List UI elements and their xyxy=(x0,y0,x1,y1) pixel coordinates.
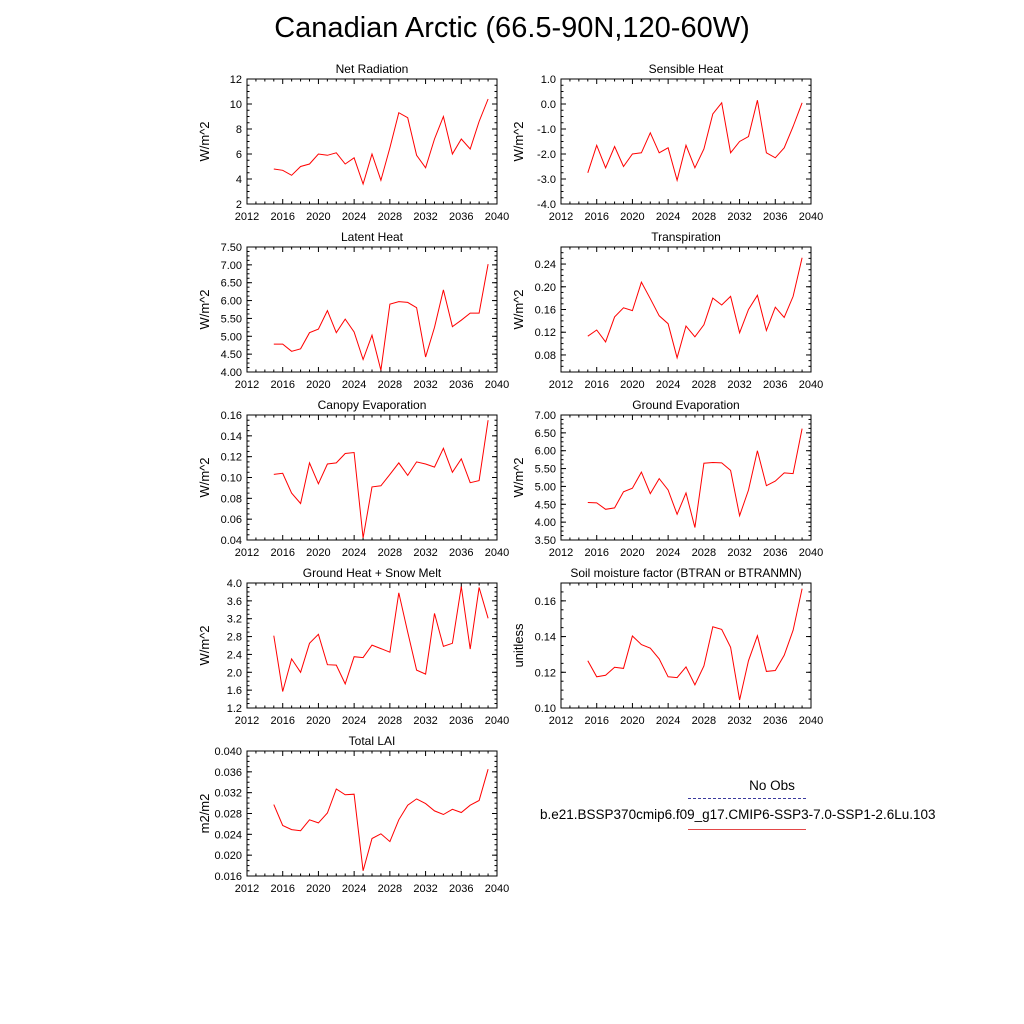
page-title: Canadian Arctic (66.5-90N,120-60W) xyxy=(274,12,750,44)
x-tick-label: 2016 xyxy=(270,547,295,559)
y-tick-label: 6.50 xyxy=(534,427,556,440)
y-tick-label: 0.020 xyxy=(214,850,242,863)
y-tick-label: -1.0 xyxy=(537,124,556,136)
panel-title: Ground Heat + Snow Melt xyxy=(302,566,442,580)
x-tick-label: 2024 xyxy=(655,379,681,391)
y-tick-label: 5.00 xyxy=(220,331,242,344)
x-tick-label: 2028 xyxy=(377,211,403,223)
x-tick-label: 2024 xyxy=(341,547,367,559)
x-tick-label: 2028 xyxy=(377,715,403,727)
x-tick-label: 2032 xyxy=(413,547,438,559)
x-tick-label: 2020 xyxy=(306,379,331,391)
panel-title: Soil moisture factor (BTRAN or BTRANMN) xyxy=(570,566,802,580)
x-tick-label: 2040 xyxy=(798,211,824,223)
y-tick-label: 5.50 xyxy=(534,463,556,476)
y-tick-label: 5.50 xyxy=(220,313,242,326)
x-tick-label: 2040 xyxy=(798,379,824,391)
x-tick-label: 2020 xyxy=(620,379,645,391)
chart-panel-1 xyxy=(197,62,509,223)
x-tick-label: 2028 xyxy=(691,379,717,391)
x-tick-label: 2024 xyxy=(655,547,681,559)
x-tick-label: 2024 xyxy=(341,211,367,223)
y-tick-label: 0.14 xyxy=(220,430,242,443)
y-tick-label: 0.08 xyxy=(220,493,242,506)
chart-panel-9 xyxy=(197,734,509,895)
x-tick-label: 2020 xyxy=(306,883,331,895)
x-tick-label: 2020 xyxy=(306,715,331,727)
x-tick-label: 2020 xyxy=(620,547,645,559)
y-tick-label: 0.24 xyxy=(534,259,556,272)
y-tick-label: 0.024 xyxy=(214,829,242,842)
x-tick-label: 2040 xyxy=(484,379,510,391)
y-tick-label: -4.0 xyxy=(537,199,556,211)
x-tick-label: 2020 xyxy=(620,715,645,727)
x-tick-label: 2012 xyxy=(548,547,574,559)
x-tick-label: 2036 xyxy=(763,211,788,223)
chart-panel-2 xyxy=(511,62,823,223)
x-tick-label: 2012 xyxy=(234,379,260,391)
x-tick-label: 2032 xyxy=(413,715,438,727)
y-tick-label: 3.2 xyxy=(226,613,242,626)
y-tick-label: 2 xyxy=(235,199,242,211)
x-tick-label: 2028 xyxy=(377,379,403,391)
series-line-1 xyxy=(588,100,802,180)
plot-frame xyxy=(561,247,811,372)
x-tick-label: 2040 xyxy=(798,715,824,727)
y-axis-label: unitless xyxy=(511,623,526,668)
x-tick-label: 2016 xyxy=(584,211,609,223)
series-line-1 xyxy=(588,589,802,700)
y-tick-label: 0.032 xyxy=(214,787,242,800)
x-tick-label: 2028 xyxy=(691,547,717,559)
y-tick-label: 0.036 xyxy=(214,766,242,779)
y-tick-label: 0.040 xyxy=(214,746,242,758)
legend-obs-line xyxy=(688,798,806,799)
x-tick-label: 2032 xyxy=(727,715,752,727)
y-tick-label: 6.00 xyxy=(534,445,556,458)
y-tick-label: 4.00 xyxy=(220,367,242,379)
series-line-1 xyxy=(274,420,488,538)
y-tick-label: 0.028 xyxy=(214,808,242,821)
y-tick-label: 7.00 xyxy=(534,410,556,422)
x-tick-label: 2040 xyxy=(484,211,510,223)
y-tick-label: 0.12 xyxy=(534,667,556,680)
y-tick-label: 2.4 xyxy=(226,649,242,662)
x-tick-label: 2020 xyxy=(306,547,331,559)
y-tick-label: -3.0 xyxy=(537,174,556,186)
y-tick-label: 0.06 xyxy=(220,514,242,527)
plot-frame xyxy=(247,751,497,876)
panel-title: Sensible Heat xyxy=(648,62,724,76)
plot-frame xyxy=(561,583,811,708)
x-tick-label: 2016 xyxy=(270,211,295,223)
y-axis-label: W/m^2 xyxy=(197,121,212,162)
panel-title: Total LAI xyxy=(348,734,396,748)
panel-title: Ground Evaporation xyxy=(632,398,740,412)
y-tick-label: 12 xyxy=(229,74,242,86)
x-tick-label: 2024 xyxy=(655,211,681,223)
y-tick-label: 10 xyxy=(229,99,242,111)
y-tick-label: 0.16 xyxy=(534,304,556,317)
x-tick-label: 2012 xyxy=(548,211,574,223)
panel-title: Latent Heat xyxy=(340,230,404,244)
x-tick-label: 2036 xyxy=(763,715,788,727)
x-tick-label: 2012 xyxy=(548,715,574,727)
x-tick-label: 2032 xyxy=(727,547,752,559)
x-tick-label: 2036 xyxy=(763,547,788,559)
y-tick-label: 4 xyxy=(235,174,242,186)
x-tick-label: 2036 xyxy=(449,211,474,223)
x-tick-label: 2036 xyxy=(449,379,474,391)
x-tick-label: 2012 xyxy=(234,715,260,727)
y-axis-label: W/m^2 xyxy=(197,289,212,330)
x-tick-label: 2040 xyxy=(484,883,510,895)
plot-frame xyxy=(561,79,811,204)
y-tick-label: 0.16 xyxy=(534,595,556,608)
y-axis-label: W/m^2 xyxy=(197,457,212,498)
x-tick-label: 2012 xyxy=(234,883,260,895)
y-axis-label: W/m^2 xyxy=(511,289,526,330)
x-tick-label: 2024 xyxy=(341,883,367,895)
y-tick-label: 1.6 xyxy=(226,685,242,698)
y-tick-label: 2.8 xyxy=(226,631,242,644)
x-tick-label: 2032 xyxy=(413,211,438,223)
series-line-1 xyxy=(588,429,802,528)
series-line-1 xyxy=(274,264,488,370)
x-tick-label: 2040 xyxy=(798,547,824,559)
chart-panel-5 xyxy=(197,398,509,559)
x-tick-label: 2036 xyxy=(763,379,788,391)
x-tick-label: 2016 xyxy=(270,883,295,895)
x-tick-label: 2024 xyxy=(341,379,367,391)
y-axis-label: W/m^2 xyxy=(511,457,526,498)
x-tick-label: 2032 xyxy=(413,883,438,895)
plot-frame xyxy=(247,247,497,372)
x-tick-label: 2036 xyxy=(449,547,474,559)
y-tick-label: 7.00 xyxy=(220,259,242,272)
y-tick-label: 0.0 xyxy=(540,99,556,111)
x-tick-label: 2024 xyxy=(341,715,367,727)
panel-title: Net Radiation xyxy=(335,62,409,76)
x-tick-label: 2028 xyxy=(377,883,403,895)
y-tick-label: 0.20 xyxy=(534,281,556,294)
x-tick-label: 2020 xyxy=(620,211,645,223)
y-tick-label: 0.14 xyxy=(534,631,556,644)
y-tick-label: 0.08 xyxy=(534,349,556,362)
y-tick-label: 0.04 xyxy=(220,535,242,547)
y-tick-label: 0.10 xyxy=(534,703,556,715)
panel-title: Canopy Evaporation xyxy=(317,398,427,412)
y-tick-label: 4.50 xyxy=(220,349,242,362)
legend-case-line xyxy=(688,829,806,830)
x-tick-label: 2028 xyxy=(691,715,717,727)
chart-panel-3 xyxy=(197,230,509,391)
chart-panel-4 xyxy=(511,230,823,391)
panel-title: Transpiration xyxy=(651,230,721,244)
legend-case-label: b.e21.BSSP370cmip6.f09_g17.CMIP6-SSP3-7.0-SSP1-2.6Lu.103 xyxy=(540,807,936,822)
y-tick-label: 7.50 xyxy=(220,242,242,254)
chart-panel-6 xyxy=(511,398,823,559)
chart-panel-8 xyxy=(511,566,823,727)
y-axis-label: W/m^2 xyxy=(197,625,212,666)
series-line-1 xyxy=(274,99,488,184)
y-tick-label: 1.0 xyxy=(540,74,556,86)
y-tick-label: 0.16 xyxy=(220,410,242,422)
plot-frame xyxy=(561,415,811,540)
y-tick-label: 4.50 xyxy=(534,499,556,512)
x-tick-label: 2036 xyxy=(449,715,474,727)
x-tick-label: 2040 xyxy=(484,715,510,727)
x-tick-label: 2016 xyxy=(584,715,609,727)
y-tick-label: 6.50 xyxy=(220,277,242,290)
y-tick-label: 2.0 xyxy=(226,667,242,680)
y-tick-label: 6.00 xyxy=(220,295,242,308)
y-tick-label: 4.0 xyxy=(226,578,242,590)
legend-obs-label: No Obs xyxy=(749,778,795,793)
y-tick-label: 4.00 xyxy=(534,517,556,530)
y-axis-label: W/m^2 xyxy=(511,121,526,162)
x-tick-label: 2024 xyxy=(655,715,681,727)
x-tick-label: 2040 xyxy=(484,547,510,559)
x-tick-label: 2032 xyxy=(727,379,752,391)
y-tick-label: -2.0 xyxy=(537,149,556,161)
x-tick-label: 2032 xyxy=(413,379,438,391)
x-tick-label: 2036 xyxy=(449,883,474,895)
y-tick-label: 3.50 xyxy=(534,535,556,547)
x-tick-label: 2020 xyxy=(306,211,331,223)
x-tick-label: 2016 xyxy=(270,379,295,391)
y-tick-label: 0.12 xyxy=(534,327,556,340)
y-tick-label: 6 xyxy=(235,149,242,161)
series-line-1 xyxy=(274,769,488,871)
x-tick-label: 2028 xyxy=(377,547,403,559)
chart-panel-7 xyxy=(197,566,509,727)
x-tick-label: 2028 xyxy=(691,211,717,223)
y-tick-label: 3.6 xyxy=(226,595,242,608)
series-line-1 xyxy=(274,587,488,692)
y-tick-label: 0.12 xyxy=(220,451,242,464)
x-tick-label: 2032 xyxy=(727,211,752,223)
y-tick-label: 0.10 xyxy=(220,472,242,485)
x-tick-label: 2012 xyxy=(234,547,260,559)
y-tick-label: 0.016 xyxy=(214,871,242,883)
y-axis-label: m2/m2 xyxy=(197,793,212,834)
y-tick-label: 8 xyxy=(235,124,242,136)
series-line-1 xyxy=(588,258,802,358)
x-tick-label: 2012 xyxy=(234,211,260,223)
x-tick-label: 2016 xyxy=(584,547,609,559)
y-tick-label: 1.2 xyxy=(226,703,242,715)
x-tick-label: 2016 xyxy=(584,379,609,391)
x-tick-label: 2016 xyxy=(270,715,295,727)
y-tick-label: 5.00 xyxy=(534,481,556,494)
x-tick-label: 2012 xyxy=(548,379,574,391)
